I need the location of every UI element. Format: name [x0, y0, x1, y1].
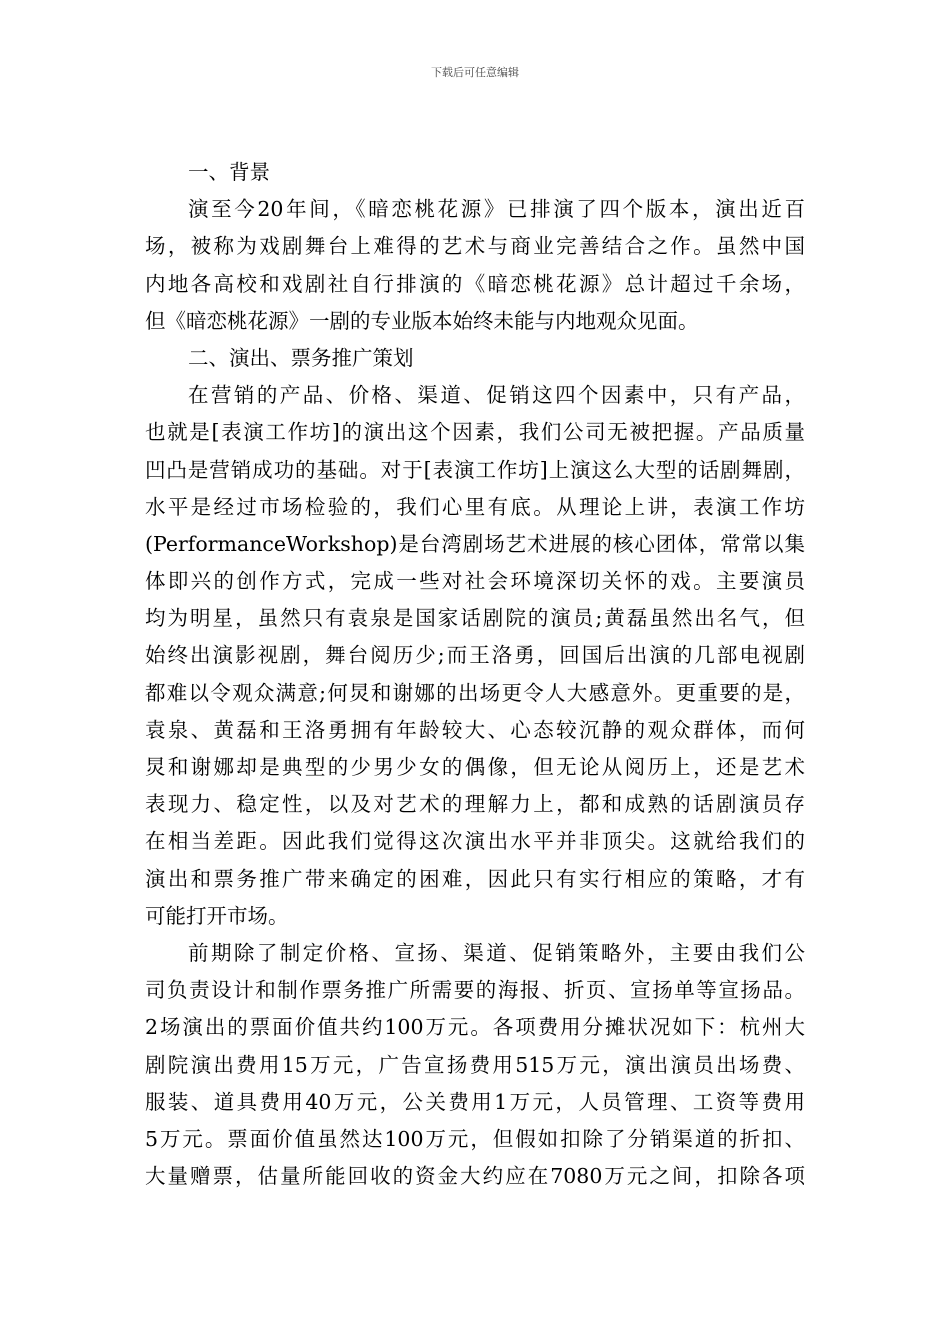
- text-line: 大量赠票，估量所能回收的资金大约应在7080万元之间，扣除各项: [145, 1164, 805, 1189]
- page-header: 下载后可任意编辑: [431, 66, 519, 79]
- text-line: 水平是经过市场检验的，我们心里有底。从理论上讲，表演工作坊: [145, 494, 805, 519]
- text-line: 司负责设计和制作票务推广所需要的海报、折页、宣扬单等宣扬品。: [145, 978, 805, 1003]
- text-line: 袁泉、黄磊和王洛勇拥有年龄较大、心态较沉静的观众群体，而何: [145, 717, 805, 742]
- text-line: 5万元。票面价值虽然达100万元，但假如扣除了分销渠道的折扣、: [145, 1126, 805, 1151]
- text-line: 均为明星，虽然只有袁泉是国家话剧院的演员;黄磊虽然出名气，但: [145, 606, 805, 631]
- text-line: 在相当差距。因此我们觉得这次演出水平并非顶尖。这就给我们的: [145, 829, 805, 854]
- text-line: 演至今20年间，《暗恋桃花源》已排演了四个版本，演出近百: [188, 197, 805, 222]
- text-line: 2场演出的票面价值共约100万元。各项费用分摊状况如下：杭州大: [145, 1015, 805, 1040]
- document-body: [145, 154, 805, 1195]
- text-line: 前期除了制定价格、宣扬、渠道、促销策略外，主要由我们公: [188, 940, 805, 965]
- text-line: 可能打开市场。: [145, 903, 289, 928]
- text-line: 服装、道具费用40万元，公关费用1万元，人员管理、工资等费用: [145, 1089, 805, 1114]
- text-line: 场，被称为戏剧舞台上难得的艺术与商业完善结合之作。虽然中国: [145, 234, 805, 259]
- text-line: 但《暗恋桃花源》一剧的专业版本始终未能与内地观众见面。: [145, 308, 699, 333]
- text-line: 表现力、稳定性，以及对艺术的理解力上，都和成熟的话剧演员存: [145, 792, 805, 817]
- text-line: 炅和谢娜却是典型的少男少女的偶像，但无论从阅历上，还是艺术: [145, 755, 805, 779]
- text-line: 一、背景: [188, 160, 270, 184]
- text-line: 内地各高校和戏剧社自行排演的《暗恋桃花源》总计超过千余场，: [145, 271, 805, 296]
- text-line: 体即兴的创作方式，完成一些对社会环境深切关怀的戏。主要演员: [145, 569, 805, 594]
- text-line: (PerformanceWorkshop)是台湾剧场艺术进展的核心团体，常常以集: [145, 531, 805, 556]
- text-line: 也就是[表演工作坊]的演出这个因素，我们公司无被把握。产品质量: [145, 420, 805, 445]
- text-line: 在营销的产品、价格、渠道、促销这四个因素中，只有产品，: [188, 383, 805, 408]
- text-line: 凹凸是营销成功的基础。对于[表演工作坊]上演这么大型的话剧舞剧，: [145, 457, 805, 482]
- text-line: 都难以令观众满意;何炅和谢娜的出场更令人大感意外。更重要的是，: [145, 680, 805, 705]
- text-line: 二、演出、票务推广策划: [188, 345, 414, 370]
- text-line: 剧院演出费用15万元，广告宣扬费用515万元，演出演员出场费、: [145, 1052, 805, 1077]
- text-line: 演出和票务推广带来确定的困难，因此只有实行相应的策略，才有: [145, 866, 805, 891]
- text-line: 始终出演影视剧，舞台阅历少;而王洛勇，回国后出演的几部电视剧: [145, 643, 805, 668]
